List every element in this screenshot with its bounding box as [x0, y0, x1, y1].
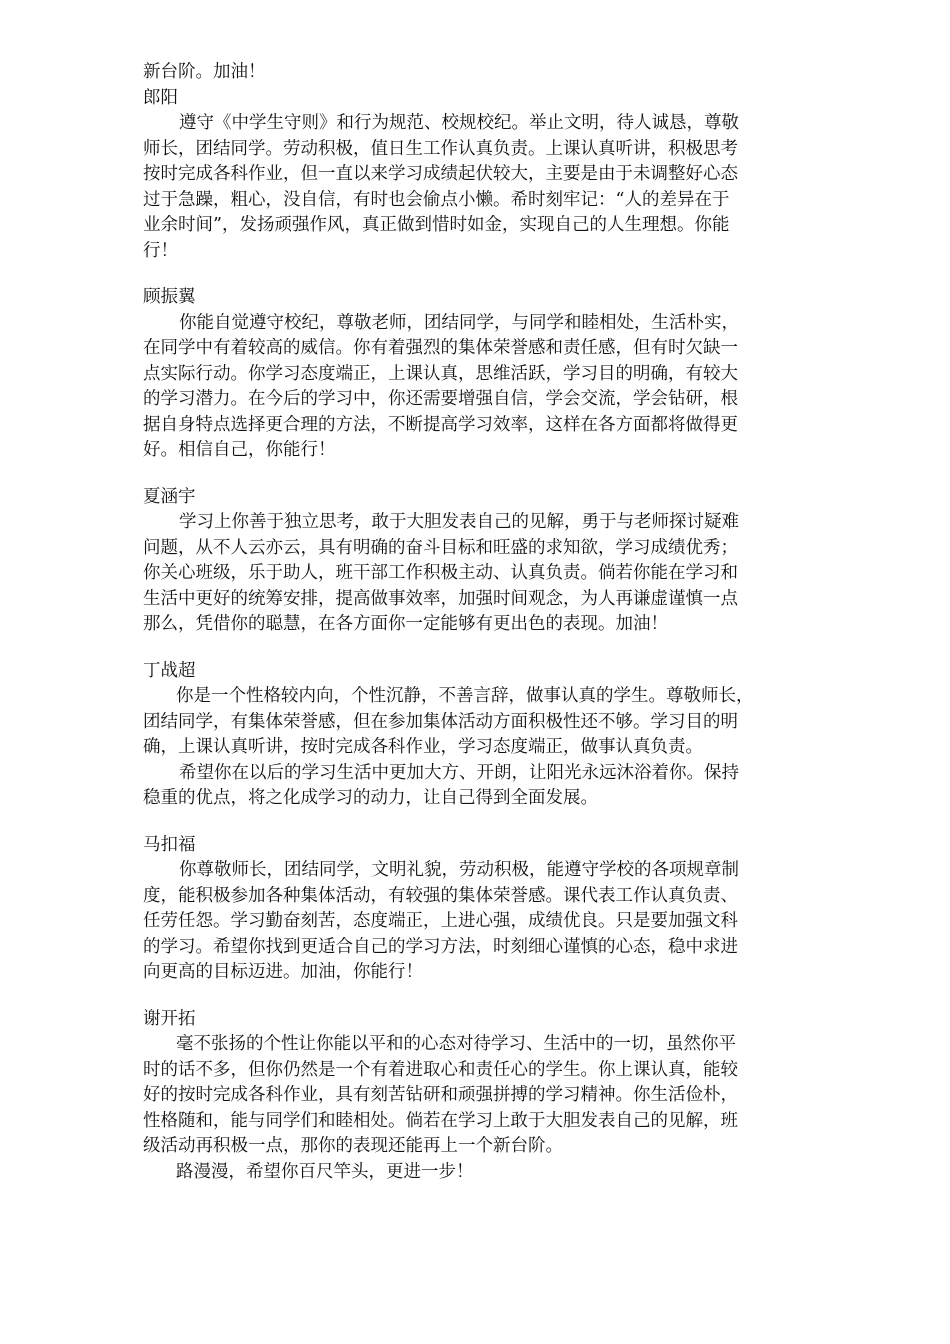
student-name: 顾振翼	[143, 287, 196, 307]
comment-line: 好的按时完成各科作业，具有刻苦钻研和顽强拼搏的学习精神。你生活俭朴，	[143, 1085, 738, 1105]
comment-line: 行！	[143, 240, 178, 261]
comment-paragraph	[143, 858, 823, 986]
student-name: 夏涵宇	[143, 486, 196, 507]
comment-line: 时的话不多，但你仍然是一个有着进取心和责任心的学生。你上课认真，能较	[143, 1059, 738, 1080]
comment-line: 性格随和，能与同学们和睦相处。倘若在学习上敢于大胆发表自己的见解，班	[143, 1110, 738, 1131]
comment-line: 学习上你善于独立思考，敢于大胆发表自己的见解，勇于与老师探讨疑难	[179, 512, 739, 532]
student-name: 郎阳	[143, 87, 178, 108]
comment-line: 过于急躁，粗心，没自信，有时也会偷点小懒。希时刻牢记：“人的差异在于	[143, 189, 730, 210]
comment-line: 的学习。希望你找到更适合自己的学习方法，时刻细心谨慎的心态，稳中求进	[143, 936, 738, 957]
comment-line: 你能自觉遵守校纪，尊敬老师，团结同学，与同学和睦相处，生活朴实，	[179, 312, 739, 333]
comment-line: 据自身特点选择更合理的方法，不断提高学习效率，这样在各方面都将做得更	[143, 414, 738, 435]
comment-line: 向更高的目标迈进。加油，你能行！	[143, 962, 423, 982]
comment-line: 遵守《中学生守则》和行为规范、校规校纪。举止文明，待人诚恳，尊敬	[179, 113, 739, 133]
entry-spacer	[143, 812, 823, 833]
intro-line: 新台阶。加油！	[143, 62, 266, 82]
comment-line: 任劳任怨。学习勤奋刻苦，态度端正，上进心强，成绩优良。只是要加强文科	[143, 911, 738, 931]
comment-paragraph	[143, 684, 823, 761]
comment-line: 点实际行动。你学习态度端正，上课认真，思维活跃，学习目的明确，有较大	[143, 363, 738, 384]
comment-line: 你关心班级，乐于助人，班干部工作积极主动、认真负责。倘若你能在学习和	[143, 563, 738, 583]
comment-paragraph	[143, 510, 823, 638]
comment-paragraph	[143, 111, 823, 264]
comment-entry	[143, 833, 823, 986]
document-page	[143, 60, 823, 1185]
comment-paragraph	[143, 311, 823, 464]
comment-entry	[143, 1007, 823, 1186]
comment-entry	[143, 285, 823, 464]
comment-entry	[143, 659, 823, 812]
student-name: 谢开拓	[143, 1008, 196, 1029]
comment-line: 问题，从不人云亦云，具有明确的奋斗目标和旺盛的求知欲，学习成绩优秀；	[143, 537, 738, 558]
comment-paragraph	[143, 1160, 823, 1186]
comment-line: 度，能积极参加各种集体活动，有较强的集体荣誉感。课代表工作认真负责、	[143, 885, 738, 906]
comment-line: 希望你在以后的学习生活中更加大方、开朗，让阳光永远沐浴着你。保持	[179, 762, 739, 783]
comment-line: 在同学中有着较高的威信。你有着强烈的集体荣誉感和责任感，但有时欠缺一	[143, 338, 738, 358]
comment-line: 确，上课认真听讲，按时完成各科作业，学习态度端正，做事认真负责。	[143, 737, 703, 757]
comment-line: 稳重的优点，将之化成学习的动力，让自己得到全面发展。	[143, 788, 598, 808]
comment-line: 你尊敬师长，团结同学，文明礼貌，劳动积极，能遵守学校的各项规章制	[179, 860, 739, 880]
comment-line: 业余时间”，发扬顽强作风，真正做到惜时如金，实现自己的人生理想。你能	[143, 215, 730, 235]
comment-line: 好。相信自己，你能行！	[143, 440, 336, 460]
entry-spacer	[143, 464, 823, 485]
comment-line: 那么，凭借你的聪慧，在各方面你一定能够有更出色的表现。加油！	[143, 614, 668, 634]
comment-line: 你是一个性格较内向，个性沉静，不善言辞，做事认真的学生。尊敬师长，	[176, 686, 754, 706]
comment-line: 师长，团结同学。劳动积极，值日生工作认真负责。上课认真听讲，积极思考	[143, 138, 738, 159]
comment-line: 的学习潜力。在今后的学习中，你还需要增强自信，学会交流，学会钻研，根	[143, 389, 738, 409]
student-name: 丁战超	[143, 660, 196, 681]
comment-line: 生活中更好的统筹安排，提高做事效率，加强时间观念，为人再谦虚谨慎一点	[143, 588, 738, 609]
comment-line: 路漫漫，希望你百尺竿头，更进一步！	[176, 1161, 474, 1182]
student-name: 马扣福	[143, 834, 196, 855]
comment-entry	[143, 485, 823, 638]
comment-line: 按时完成各科作业，但一直以来学习成绩起伏较大，主要是由于未调整好心态	[143, 164, 738, 184]
entry-spacer	[143, 638, 823, 659]
comment-line: 毫不张扬的个性让你能以平和的心态对待学习、生活中的一切，虽然你平	[176, 1034, 736, 1054]
entry-spacer	[143, 264, 823, 285]
comment-entry	[143, 86, 823, 265]
comment-line: 团结同学，有集体荣誉感，但在参加集体活动方面积极性还不够。学习目的明	[143, 711, 738, 732]
entry-spacer	[143, 986, 823, 1007]
comment-paragraph	[143, 761, 823, 812]
comment-paragraph	[143, 1032, 823, 1160]
comment-line: 级活动再积极一点，那你的表现还能再上一个新台阶。	[143, 1136, 563, 1156]
